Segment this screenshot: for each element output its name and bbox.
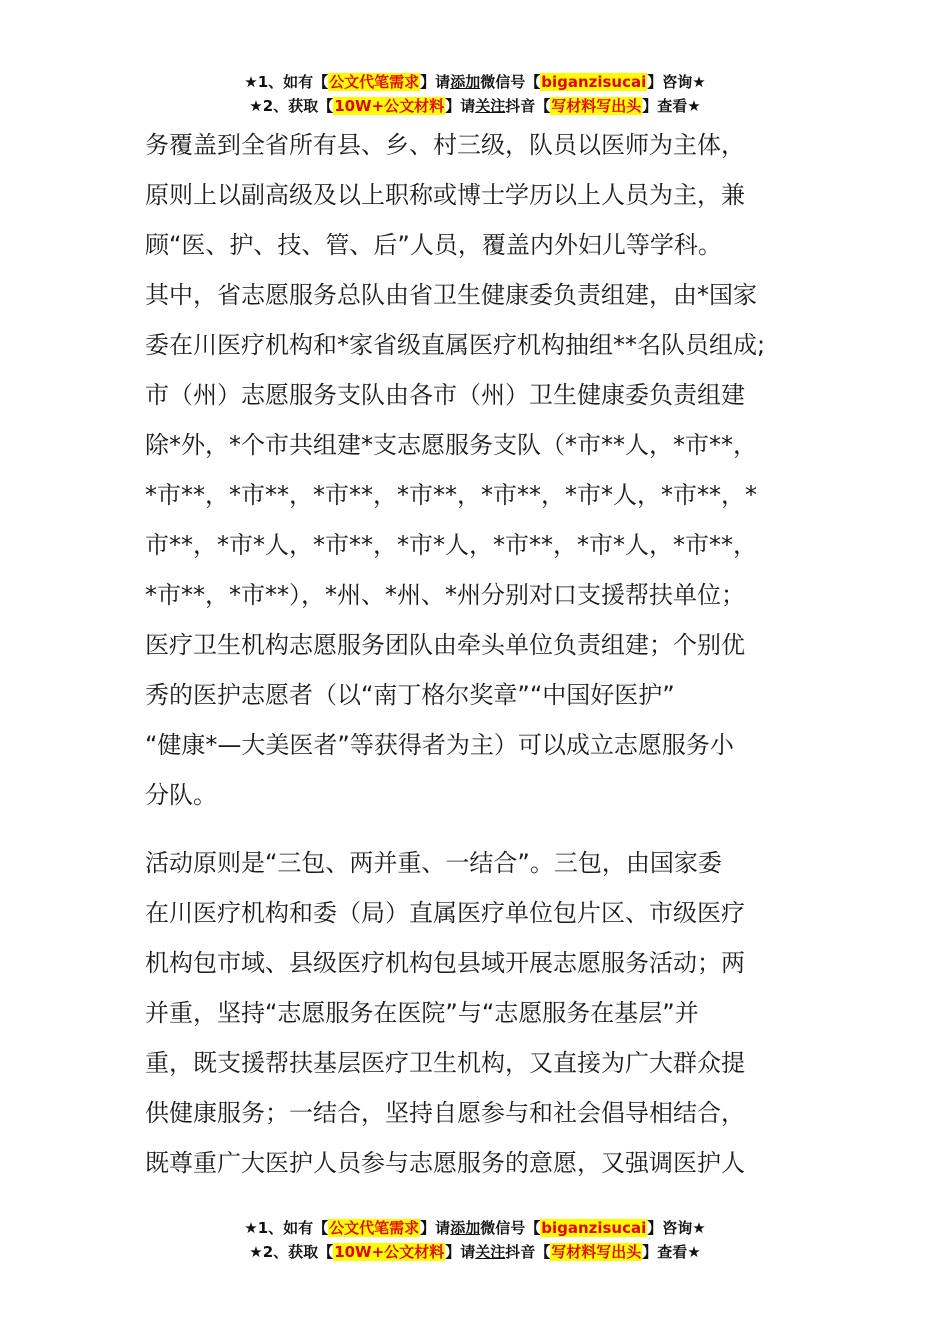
highlight-wechat-id: biganzisucai	[541, 1219, 647, 1237]
banner-text: 】请	[420, 1219, 451, 1237]
highlight-douyin-account: 写材料写出头	[551, 97, 642, 115]
text-line: “健康*—大美医者”等获得者为主）可以成立志愿服务小	[145, 731, 734, 759]
banner-text: 】查看★	[642, 1243, 701, 1261]
footer-banner	[0, 1216, 950, 1264]
banner-text: 】请	[420, 73, 451, 91]
banner-text: ★1、如有【	[244, 1219, 329, 1237]
banner-text: 抖音【	[505, 1243, 551, 1261]
text-line: 委在川医疗机构和*家省级直属医疗机构抽组**名队员组成;	[145, 331, 766, 359]
text-line: 市**，*市*人，*市**，*市*人，*市**，*市*人，*市**，	[145, 531, 757, 559]
highlight-service: 公文代笔需求	[329, 73, 420, 91]
banner-text: 】查看★	[642, 97, 701, 115]
paragraph-volunteer-teams	[145, 120, 807, 820]
text-line: *市**，*市**，*市**，*市**，*市**，*市*人，*市**，*	[145, 481, 757, 509]
text-line: 其中，省志愿服务总队由省卫生健康委负责组建，由*国家	[145, 281, 757, 309]
text-line: 分队。	[145, 781, 217, 809]
underlined-text: 添加	[450, 1219, 481, 1237]
banner-text: 微信号【	[480, 1219, 541, 1237]
banner-line-2	[0, 94, 950, 118]
underlined-text: 关注	[475, 97, 506, 115]
banner-text: 】请	[445, 97, 476, 115]
highlight-materials: 10W+公文材料	[334, 97, 445, 115]
banner-line-2	[0, 1240, 950, 1264]
text-line: 在川医疗机构和委（局）直属医疗单位包片区、市级医疗	[145, 899, 745, 927]
highlight-douyin-account: 写材料写出头	[551, 1243, 642, 1261]
text-line: 并重，坚持“志愿服务在医院”与“志愿服务在基层”并	[145, 999, 699, 1027]
banner-text: ★1、如有【	[244, 73, 329, 91]
underlined-text: 添加	[450, 73, 481, 91]
text-line: 机构包市域、县级医疗机构包县域开展志愿服务活动；两	[145, 949, 745, 977]
text-line: 顾“医、护、技、管、后”人员，覆盖内外妇儿等学科。	[145, 231, 722, 259]
text-line: 医疗卫生机构志愿服务团队由牵头单位负责组建；个别优	[145, 631, 745, 659]
text-line: 务覆盖到全省所有县、乡、村三级，队员以医师为主体，	[145, 131, 745, 159]
highlight-service: 公文代笔需求	[329, 1219, 420, 1237]
text-line: 既尊重广大医护人员参与志愿服务的意愿，又强调医护人	[145, 1149, 745, 1177]
highlight-wechat-id: biganzisucai	[541, 73, 647, 91]
banner-text: 微信号【	[480, 73, 541, 91]
highlight-materials: 10W+公文材料	[334, 1243, 445, 1261]
underlined-text: 关注	[475, 1243, 506, 1261]
banner-text: 】咨询★	[647, 1219, 706, 1237]
text-line: 原则上以副高级及以上职称或博士学历以上人员为主，兼	[145, 181, 745, 209]
banner-text: ★2、获取【	[249, 1243, 334, 1261]
banner-line-1	[0, 70, 950, 94]
text-line: 秀的医护志愿者（以“南丁格尔奖章”“中国好医护”	[145, 681, 675, 709]
banner-text: ★2、获取【	[249, 97, 334, 115]
text-line: *市**，*市**），*州、*州、*州分别对口支援帮扶单位；	[145, 581, 745, 609]
text-line: 活动原则是“三包、两并重、一结合”。三包，由国家委	[145, 849, 722, 877]
text-line: 供健康服务；一结合，坚持自愿参与和社会倡导相结合，	[145, 1099, 745, 1127]
banner-text: 】请	[445, 1243, 476, 1261]
banner-text: 抖音【	[505, 97, 551, 115]
text-line: 除*外，*个市共组建*支志愿服务支队（*市**人，*市**，	[145, 431, 757, 459]
banner-text: 】咨询★	[647, 73, 706, 91]
header-banner	[0, 70, 950, 118]
text-line: 重，既支援帮扶基层医疗卫生机构，又直接为广大群众提	[145, 1049, 745, 1077]
paragraph-activity-principles	[145, 838, 807, 1188]
banner-line-1	[0, 1216, 950, 1240]
text-line: 市（州）志愿服务支队由各市（州）卫生健康委负责组建	[145, 381, 745, 409]
